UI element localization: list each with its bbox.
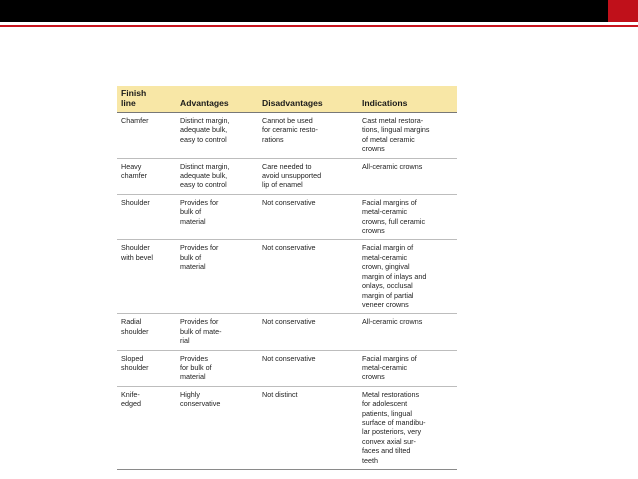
cell-indications: Facial margins of metal-ceramic crowns [358,350,457,386]
table-header [117,86,457,113]
table-row [117,386,457,469]
cell-indications: Facial margins of metal-ceramic crowns, full ceramic crowns [358,194,457,240]
cell-indications: Cast metal restora- tions, lingual margins of metal ceramic crowns [358,113,457,159]
header-advantages: Advantages [176,86,258,113]
table-row [117,194,457,240]
cell-finish: Chamfer [117,113,176,159]
cell-advantages: Provides for bulk of material [176,240,258,314]
cell-advantages: Provides for bulk of material [176,350,258,386]
cell-finish: Sloped shoulder [117,350,176,386]
table-header-row [117,86,457,113]
cell-finish: Shoulder with bevel [117,240,176,314]
slide-header-rule [0,25,638,27]
table-row [117,350,457,386]
cell-advantages: Highly conservative [180,389,221,409]
table-body [117,113,457,470]
cell-disadvantages: Cannot be used for ceramic resto- rations [258,113,358,159]
cell-advantages: Distinct margin, adequate bulk, easy to control [176,158,258,194]
cell-disadvantages: Not conservative [258,314,358,350]
finish-line-table [117,86,457,470]
cell-finish: Knife- edged [121,389,141,409]
table-row [117,158,457,194]
finish-line-table-container [117,86,457,470]
cell-advantages: Provides for bulk of mate- rial [176,314,258,350]
cell-disadvantages: Not conservative [258,350,358,386]
slide-top-bar [0,0,638,22]
cell-indications: All-ceramic crowns [358,314,457,350]
cell-disadvantages: Not conservative [258,240,358,314]
cell-disadvantages: Not conservative [258,194,358,240]
cell-disadvantages: Not distinct [262,389,298,399]
cell-finish: Shoulder [117,194,176,240]
cell-finish: Heavy chamfer [117,158,176,194]
cell-advantages: Provides for bulk of material [176,194,258,240]
table-row [117,240,457,314]
cell-indications: Facial margin of metal-ceramic crown, gingival margin of inlays and onlays, occlusal margin of partial veneer crowns [358,240,457,314]
cell-indications: All-ceramic crowns [358,158,457,194]
cell-indications: Metal restorations for adolescent patients, lingual surface of mandibu- lar posteriors, very convex axial sur- faces and tilted teeth [362,389,426,465]
table-row [117,314,457,350]
cell-advantages: Distinct margin, adequate bulk, easy to control [176,113,258,159]
header-indications: Indications [358,86,457,113]
header-finish-line: Finish line [117,86,176,113]
cell-disadvantages: Care needed to avoid unsupported lip of enamel [258,158,358,194]
table-row [117,113,457,159]
cell-finish: Radial shoulder [117,314,176,350]
header-disadvantages: Disadvantages [258,86,358,113]
slide-top-bar-accent [608,0,638,22]
